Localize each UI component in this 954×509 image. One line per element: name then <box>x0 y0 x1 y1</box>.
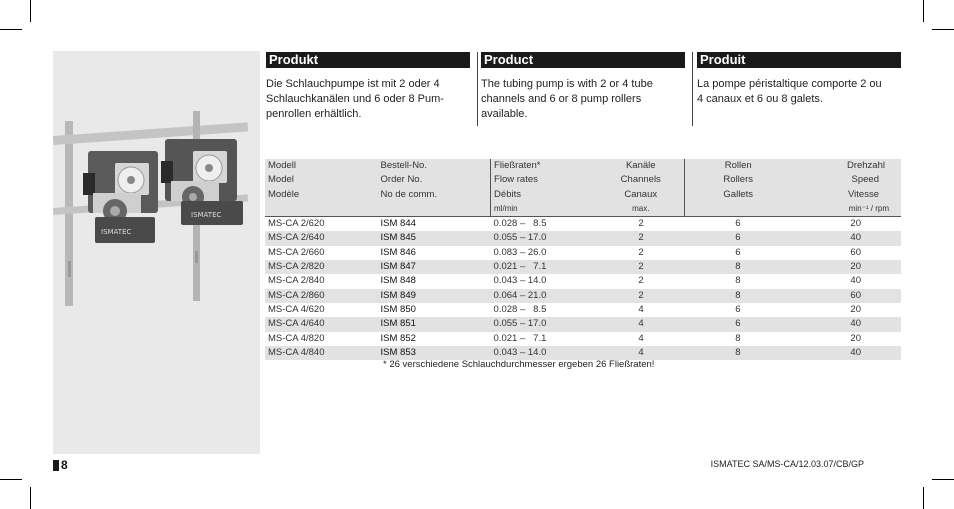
table-cell-speed: 40 <box>791 317 901 331</box>
table-cell-speed: 20 <box>791 217 901 232</box>
table-cell-rollers: 8 <box>684 346 791 360</box>
brand-label: ISMATEC <box>101 228 132 236</box>
table-row <box>265 231 901 245</box>
table-cell-model: MS-CA 4/640 <box>265 317 378 331</box>
column-divider <box>477 52 478 126</box>
table-cell-rollers: 6 <box>684 217 791 232</box>
table-cell-rollers: 8 <box>684 289 791 303</box>
crop-mark <box>0 479 22 480</box>
crop-mark <box>0 29 22 30</box>
table-cell-rollers: 8 <box>684 260 791 274</box>
table-cell-speed: 20 <box>850 303 861 315</box>
section-heading: Produit <box>697 52 901 68</box>
table-cell-order: ISM 848 <box>380 275 416 287</box>
table-cell-order: ISM 844 <box>378 217 491 232</box>
table-cell-channels: 2 <box>598 231 685 245</box>
table-cell-rollers: 6 <box>735 303 741 315</box>
table-cell-channels: 4 <box>638 332 644 344</box>
table-header-row: ml/min max. min⁻¹ / rpm <box>265 202 901 217</box>
table-cell-speed: 60 <box>791 289 901 303</box>
table-cell-channels: 4 <box>598 317 685 331</box>
table-cell-model: MS-CA 2/840 <box>268 275 325 287</box>
table-cell-order: ISM 846 <box>380 246 416 258</box>
table-cell-flow: 0.043 – 14.0 <box>491 346 598 360</box>
table-cell-flow: 0.055 – 17.0 <box>491 317 598 331</box>
pump-illustration <box>53 51 260 454</box>
table-cell-model: MS-CA 4/820 <box>268 332 325 344</box>
table-cell-order: ISM 849 <box>378 289 491 303</box>
table-header-row: Modèle No de comm. Débits Canaux Gallets Vitesse <box>265 188 901 202</box>
table-cell-order: ISM 845 <box>378 231 491 245</box>
table-cell-model: MS-CA 2/640 <box>265 231 378 245</box>
crop-mark <box>932 479 954 480</box>
table-cell-flow: 0.028 – 8.5 <box>491 217 598 232</box>
table-cell-order: ISM 847 <box>378 260 491 274</box>
product-photo <box>53 51 260 454</box>
table-cell-flow: 0.043 – 14.0 <box>493 275 547 287</box>
table-row <box>265 217 901 232</box>
brand-label: ISMATEC <box>191 211 222 219</box>
table-cell-channels: 2 <box>598 260 685 274</box>
table-row <box>265 260 901 274</box>
section-heading: Produkt <box>266 52 470 68</box>
table-cell-channels: 2 <box>598 217 685 232</box>
table-cell-channels: 4 <box>598 346 685 360</box>
table-cell-model: MS-CA 2/820 <box>265 260 378 274</box>
table-cell-rollers: 6 <box>684 317 791 331</box>
table-cell-rollers: 6 <box>735 246 741 258</box>
table-cell-speed: 20 <box>850 332 861 344</box>
table-cell-order: ISM 853 <box>378 346 491 360</box>
table-header-row: Model Order No. Flow rates Channels Rollers Speed <box>265 173 901 187</box>
table-cell-speed: 60 <box>850 246 861 258</box>
table-cell-channels: 2 <box>598 289 685 303</box>
table-cell-speed: 40 <box>791 346 901 360</box>
table-row <box>265 317 901 331</box>
table-cell-model: MS-CA 4/840 <box>265 346 378 360</box>
crop-mark <box>30 487 31 509</box>
table-cell-flow: 0.064 – 21.0 <box>491 289 598 303</box>
table-cell-rollers: 8 <box>735 275 741 287</box>
table-cell-speed: 40 <box>850 275 861 287</box>
crop-mark <box>30 0 31 22</box>
section-heading: Product <box>481 52 685 68</box>
table-cell-model: MS-CA 2/660 <box>268 246 325 258</box>
table-cell-channels: 2 <box>638 275 644 287</box>
table-row <box>265 346 901 360</box>
table-row <box>265 303 901 317</box>
section-text: The tubing pump is with 2 or 4 tube channels and 6 or 8 pump rollers available. <box>481 78 653 120</box>
table-cell-flow: 0.021 – 7.1 <box>491 260 598 274</box>
table-row <box>265 289 901 303</box>
table-cell-model: MS-CA 4/620 <box>268 303 325 315</box>
table-cell-order: ISM 851 <box>378 317 491 331</box>
table-row <box>265 332 901 346</box>
document-id: ISMATEC SA/MS-CA/12.03.07/CB/GP <box>710 459 864 469</box>
section-text: Die Schlauchpumpe ist mit 2 oder 4 Schlauchkanälen und 6 oder 8 Pum- penrollen erhältlich. <box>266 78 444 120</box>
table-cell-order: ISM 850 <box>380 303 416 315</box>
table-cell-flow: 0.028 – 8.5 <box>493 303 547 315</box>
table-cell-channels: 2 <box>638 246 644 258</box>
crop-mark <box>932 29 954 30</box>
table-cell-rollers: 6 <box>684 231 791 245</box>
spec-table <box>265 159 901 360</box>
section-en <box>481 52 685 122</box>
table-cell-speed: 40 <box>791 231 901 245</box>
table-cell-flow: 0.021 – 7.1 <box>493 332 547 344</box>
table-cell-channels: 4 <box>638 303 644 315</box>
table-header-row: Modell Bestell-No. Fließraten* Kanäle Rollen Drehzahl <box>265 159 901 173</box>
table-row <box>265 246 901 260</box>
table-row <box>265 274 901 288</box>
crop-mark <box>923 0 924 22</box>
table-cell-flow: 0.055 – 17.0 <box>491 231 598 245</box>
page-number: 8 <box>61 458 68 472</box>
table-cell-rollers: 8 <box>735 332 741 344</box>
section-fr <box>697 52 901 107</box>
page-marker <box>53 460 59 471</box>
table-cell-speed: 20 <box>791 260 901 274</box>
table-cell-order: ISM 852 <box>380 332 416 344</box>
section-text: La pompe péristaltique comporte 2 ou 4 canaux et 6 ou 8 galets. <box>697 78 882 105</box>
table-footnote: * 26 verschiedene Schlauchdurchmesser ergeben 26 Fließraten! <box>383 359 655 370</box>
section-de <box>266 52 470 122</box>
table-cell-model: MS-CA 2/860 <box>265 289 378 303</box>
column-divider <box>692 52 693 126</box>
table-cell-model: MS-CA 2/620 <box>265 217 378 232</box>
table-cell-flow: 0.083 – 26.0 <box>493 246 547 258</box>
crop-mark <box>923 487 924 509</box>
